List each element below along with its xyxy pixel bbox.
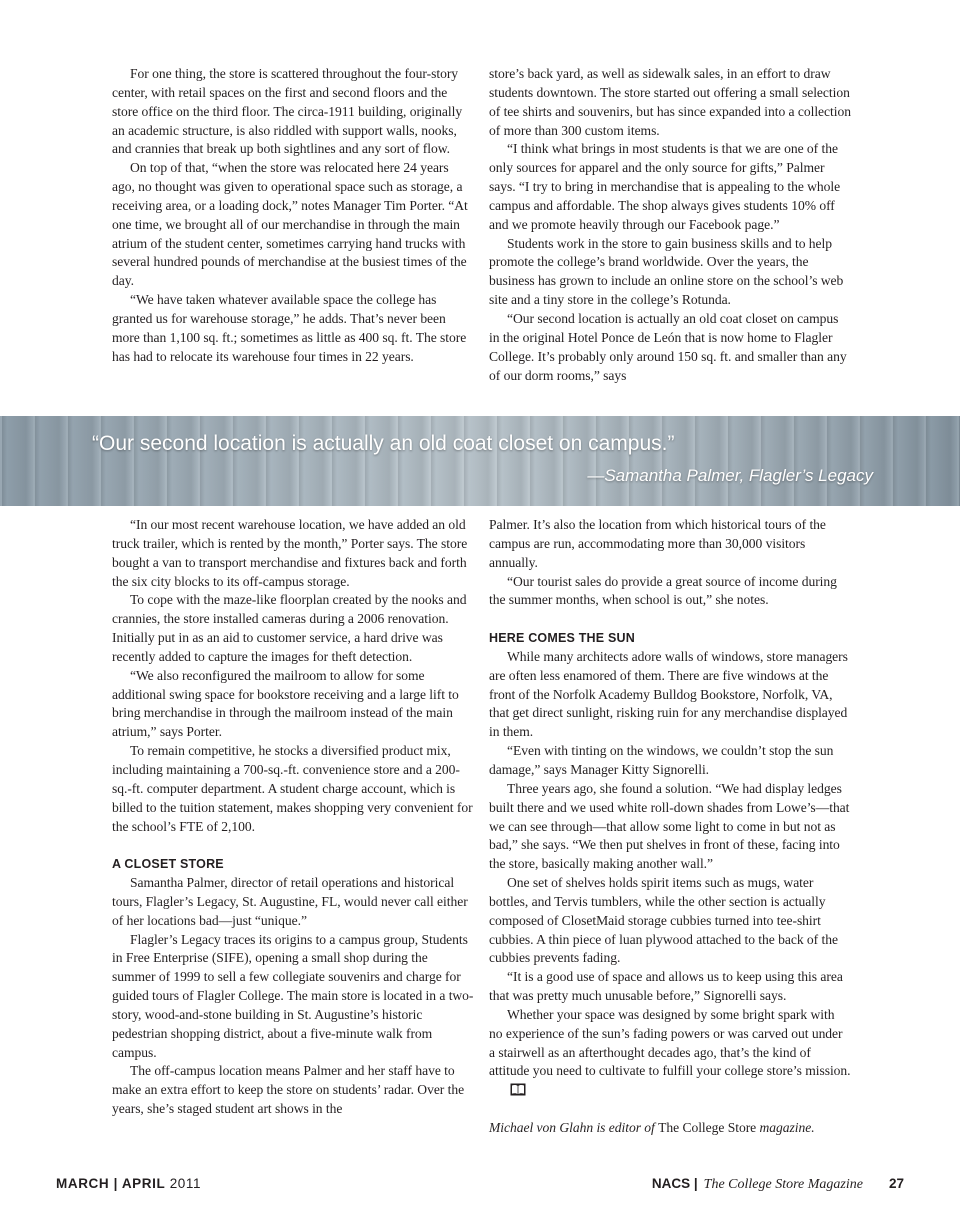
footer-org: NACS | bbox=[651, 1176, 698, 1191]
section-heading: A CLOSET STORE bbox=[112, 857, 224, 872]
paragraph-final bbox=[489, 1006, 851, 1100]
pull-quote-attribution: —Samantha Palmer, Flagler’s Legacy bbox=[587, 466, 873, 485]
open-book-icon bbox=[492, 1083, 508, 1096]
article-column-bottom-left bbox=[112, 516, 474, 1119]
pull-quote-text: “Our second location is actually an old coat closet on campus.” bbox=[92, 432, 675, 455]
paragraph: One set of shelves holds spirit items such as mugs, water bottles, and Tervis tumblers, while the other section is actually composed of ClosetMaid storage cubbies turned into tee-shirt cubbies. A thin piece of luan plywood attached to the back of the cubbies prevents fading. bbox=[489, 875, 838, 966]
paragraph: Palmer. It’s also the location from which historical tours of the campus are run, accommodating more than 30,000 visitors annually. bbox=[489, 517, 826, 570]
paragraph: “In our most recent warehouse location, we have added an old truck trailer, which is rented by the month,” Porter says. The store bought a van to transport merchandise and fixtures back and forth the six city blocks to its off-campus storage. bbox=[112, 517, 468, 589]
paragraph: The off-campus location means Palmer and her staff have to make an extra effort to keep the store on students’ radar. Over the years, she’s staged student art shows in the bbox=[112, 1063, 465, 1117]
paragraph: store’s back yard, as well as sidewalk sales, in an effort to draw students downtown. The store started out offering a small selection of tee shirts and souvenirs, but has since expanded into a collection of more than 300 custom items. bbox=[489, 66, 851, 138]
spacer bbox=[489, 1100, 851, 1119]
paragraph: “It is a good use of space and allows us to keep using this area that was pretty much unusable before,” Signorelli says. bbox=[489, 969, 843, 1004]
footer-issue-months: MARCH | APRIL bbox=[56, 1176, 166, 1191]
spacer bbox=[489, 610, 851, 629]
footer-publication bbox=[652, 1176, 904, 1193]
signature-prefix: Michael von Glahn is editor of bbox=[489, 1120, 659, 1135]
paragraph: For one thing, the store is scattered throughout the four-story center, with retail spaces on the first and second floors and the store office on the third floor. The circa-1911 building, originally an academic structure, is also riddled with support walls, nooks, and crannies that break up both sightlines and any sort of flow. bbox=[112, 66, 463, 157]
paragraph: Samantha Palmer, director of retail operations and historical tours, Flagler’s Legacy, St. Augustine, FL, would never call either of her locations bad—just “unique.” bbox=[112, 875, 468, 928]
paragraph: “Our tourist sales do provide a great source of income during the summer months, when school is out,” she notes. bbox=[489, 573, 837, 608]
section-heading: HERE COMES THE SUN bbox=[489, 631, 635, 646]
paragraph: “We also reconfigured the mailroom to allow for some additional swing space for bookstore receiving and a large lift to bring merchandise in through the mailroom instead of the main atrium,” says Porter. bbox=[112, 667, 459, 740]
paragraph: To remain competitive, he stocks a diversified product mix, including maintaining a 700-sq.-ft. convenience store and a 200-sq.-ft. computer department. A student charge account, which is billed to the tuition statement, makes shopping very convenient for the school’s FTE of 2,100. bbox=[112, 743, 473, 834]
paragraph: Flagler’s Legacy traces its origins to a campus group, Students in Free Enterprise (SIFE), opening a small shop during the summer of 1999 to sell a few collegiate souvenirs and charge for guided tours of Flagler College. The main store is located in a two-story, wood-and-stone building in St. Augustine’s historic pedestrian shopping district, about a five-minute walk from campus. bbox=[112, 931, 474, 1060]
final-paragraph-text: Whether your space was designed by some bright spark with no experience of the sun’s fading powers or was carved out under a stairwell as an afterthought decades ago, that’s the kind of attitude you need to cultivate to fulfill your college store’s mission. bbox=[489, 1006, 851, 1079]
paragraph: “Our second location is actually an old coat closet on campus in the original Hotel Ponce de León that is now home to Flagler College. It’s probably only around 150 sq. ft. and smaller than any of our dorm rooms,” says bbox=[489, 310, 847, 383]
paragraph: On top of that, “when the store was relocated here 24 years ago, no thought was given to operational space such as storage, a receiving area, or a loading dock,” notes Manager Tim Porter. “At one time, we brought all of our merchandise in through the main atrium of the student center, sometimes carrying hand trucks with several hundred pounds of merchandise at the busiest times of the day. bbox=[112, 160, 468, 289]
article-column-top-left bbox=[112, 65, 474, 367]
page-number: 27 bbox=[888, 1176, 904, 1191]
paragraph: Three years ago, she found a solution. “We had display ledges built there and we used white roll-down shades from Lowe’s—that we can see through—that allow some light to come in but not as bad,” she says. “We then put shelves in front of these, facing into the store, basically making another wall.” bbox=[489, 780, 850, 872]
signature-magazine-title: The College Store bbox=[658, 1120, 757, 1135]
paragraph: To cope with the maze-like floorplan created by the nooks and crannies, the store installed cameras during a 2006 renovation. Initially put in as an aid to customer service, a hard drive was recently added to capture the images for theft detection. bbox=[112, 592, 467, 664]
paragraph: While many architects adore walls of windows, store managers are often less enamored of them. There are five windows at the front of the Norfolk Academy Bulldog Bookstore, Norfolk, VA, that get direct sunlight, risking ruin for any merchandise displayed in them. bbox=[489, 648, 848, 740]
author-signature bbox=[489, 1119, 851, 1138]
pull-quote-banner bbox=[0, 416, 960, 506]
footer-issue-year: 2011 bbox=[169, 1176, 202, 1191]
spacer bbox=[112, 836, 474, 855]
paragraph: Students work in the store to gain business skills and to help promote the college’s brand worldwide. Over the years, the business has grown to include an online store on the school’s web site and a tiny store in the college’s Rotunda. bbox=[489, 235, 844, 308]
paragraph: “We have taken whatever available space the college has granted us for warehouse storage,” he adds. That’s never been more than 1,100 sq. ft.; sometimes as little as 400 sq. ft. The store has had to relocate its warehouse four times in 22 years. bbox=[112, 292, 467, 364]
article-column-bottom-right bbox=[489, 516, 851, 1138]
signature-suffix: magazine. bbox=[756, 1120, 815, 1135]
paragraph: “Even with tinting on the windows, we couldn’t stop the sun damage,” says Manager Kitty Signorelli. bbox=[489, 743, 834, 777]
article-column-top-right bbox=[489, 65, 851, 385]
paragraph: “I think what brings in most students is that we are one of the only sources for apparel and the only source for gifts,” Palmer says. “I try to bring in merchandise that is appealing to the whole campus and affordable. The shop always gives students 10% off and we promote heavily through our Facebook page.” bbox=[489, 141, 841, 232]
footer-magazine-name: The College Store Magazine bbox=[703, 1177, 863, 1192]
footer-issue-date bbox=[56, 1176, 201, 1191]
